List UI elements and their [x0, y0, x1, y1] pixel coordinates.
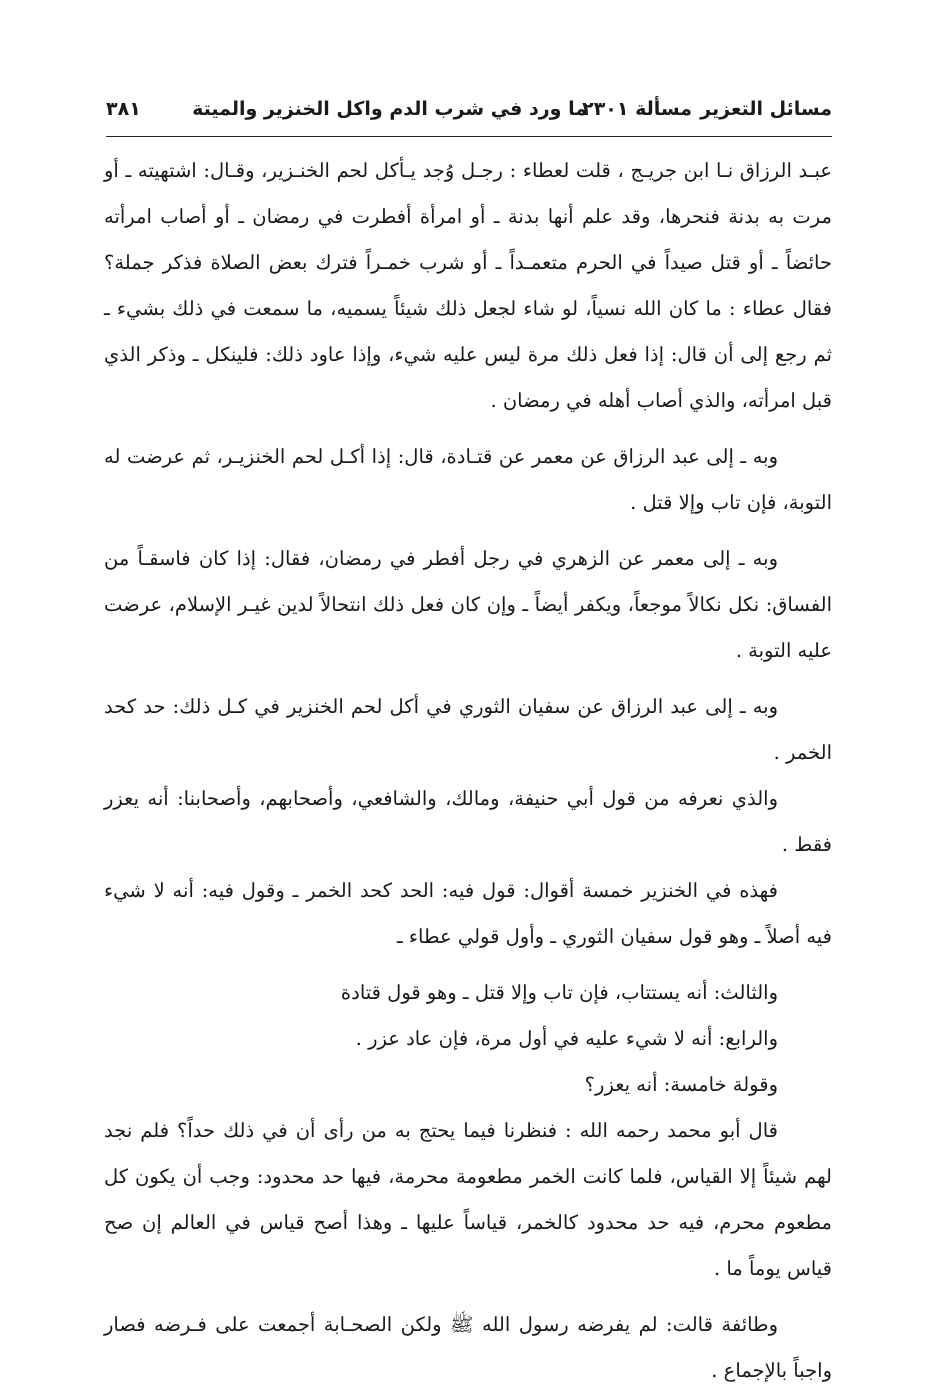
header-section-title: مسائل التعزير [700, 98, 832, 120]
paragraph-3: وبه ـ إلى معمر عن الزهري في رجل أفطر في رمضان، فقال: إذا كان فاسقـاً من الفساق: نكل نكالاً موجعاً، ويكفر أيضاً ـ وإن كان فعل ذلك انتحالاً لدين غيـر الإسلام، عرضت عليه التوبة . [104, 547, 832, 662]
paragraph-8: والرابع: أنه لا شيء عليه في أول مرة، فإن عاد عزر . [355, 1027, 778, 1050]
header-issue-title: ما ورد في شرب الدم واكل الخنزير والميتة [192, 98, 587, 120]
paragraph-4: وبه ـ إلى عبد الرزاق عن سفيان الثوري في أكل لحم الخنزير في كـل ذلك: حد كحد الخمر . [104, 695, 832, 764]
page-body [104, 148, 832, 1394]
paragraph-6: فهذه في الخنزير خمسة أقوال: قول فيه: الحد كحد الخمر ـ وقول فيه: أنه لا شيء فيه أصلاً ـ وهو قول سفيان الثوري ـ وأول قولي عطاء ـ [104, 879, 832, 948]
paragraph-1: عبـد الرزاق نـا ابن جريـج ، قلت لعطاء : رجـل وُجد يـأكل لحم الخنـزير، وقـال: اشتهيته ـ أو مرت به بدنة فنحرها، وقد علم أنها بدنة ـ أو امرأة أفطرت في رمضان ـ أو أصاب امرأته حائضاً ـ أو قتل صيداً في الحرم متعمـداً ـ أو شرب خمـراً فترك بعض الصلاة فذكر جملة؟ فقال عطاء : ما كان الله نسياً، لو شاء لجعل ذلك شيئاً يسميه، ما سمعت في ذلك بشيء ـ ثم رجع إلى أن قال: إذا فعل ذلك مرة ليس عليه شيء، وإذا عاود ذلك: فلينكل ـ وذكر الذي قبل امرأته، والذي أصاب أهله في رمضان . [104, 159, 832, 412]
paragraph-11: وطائفة قالت: لم يفرضه رسول الله ﷺ ولكن الصحـابة أجمعت على فـرضه فصار واجباً بالإجماع . [104, 1313, 832, 1382]
running-header [106, 92, 832, 137]
paragraph-2: وبه ـ إلى عبد الرزاق عن معمر عن قتـادة، قال: إذا أكـل لحم الخنزيـر، ثم عرضت له التوبة، فإن تاب وإلا قتل . [104, 445, 832, 514]
paragraph-10: قال أبو محمد رحمه الله : فنظرنا فيما يحتج به من رأى أن في ذلك حداً؟ فلم نجد لهم شيئاً إلا القياس، فلما كانت الخمر مطعومة محرمة، فيها حد محدود: وجب أن يكون كل مطعوم محرم، فيه حد محدود كالخمر، قياساً عليها ـ وهذا أصح قياس في العالم إن صح قياس يوماً ما . [104, 1119, 832, 1280]
header-issue-number: مسألة ٢٣٠١ [582, 98, 692, 120]
paragraph-9: وقولة خامسة: أنه يعزر؟ [584, 1073, 778, 1096]
paragraph-5: والذي نعرفه من قول أبي حنيفة، ومالك، والشافعي، وأصحابهم، وأصحابنا: أنه يعزر فقط . [104, 787, 832, 856]
paragraph-7: والثالث: أنه يستتاب، فإن تاب وإلا قتل ـ وهو قول قتادة [340, 981, 778, 1004]
page-number: ٣٨١ [106, 98, 141, 120]
